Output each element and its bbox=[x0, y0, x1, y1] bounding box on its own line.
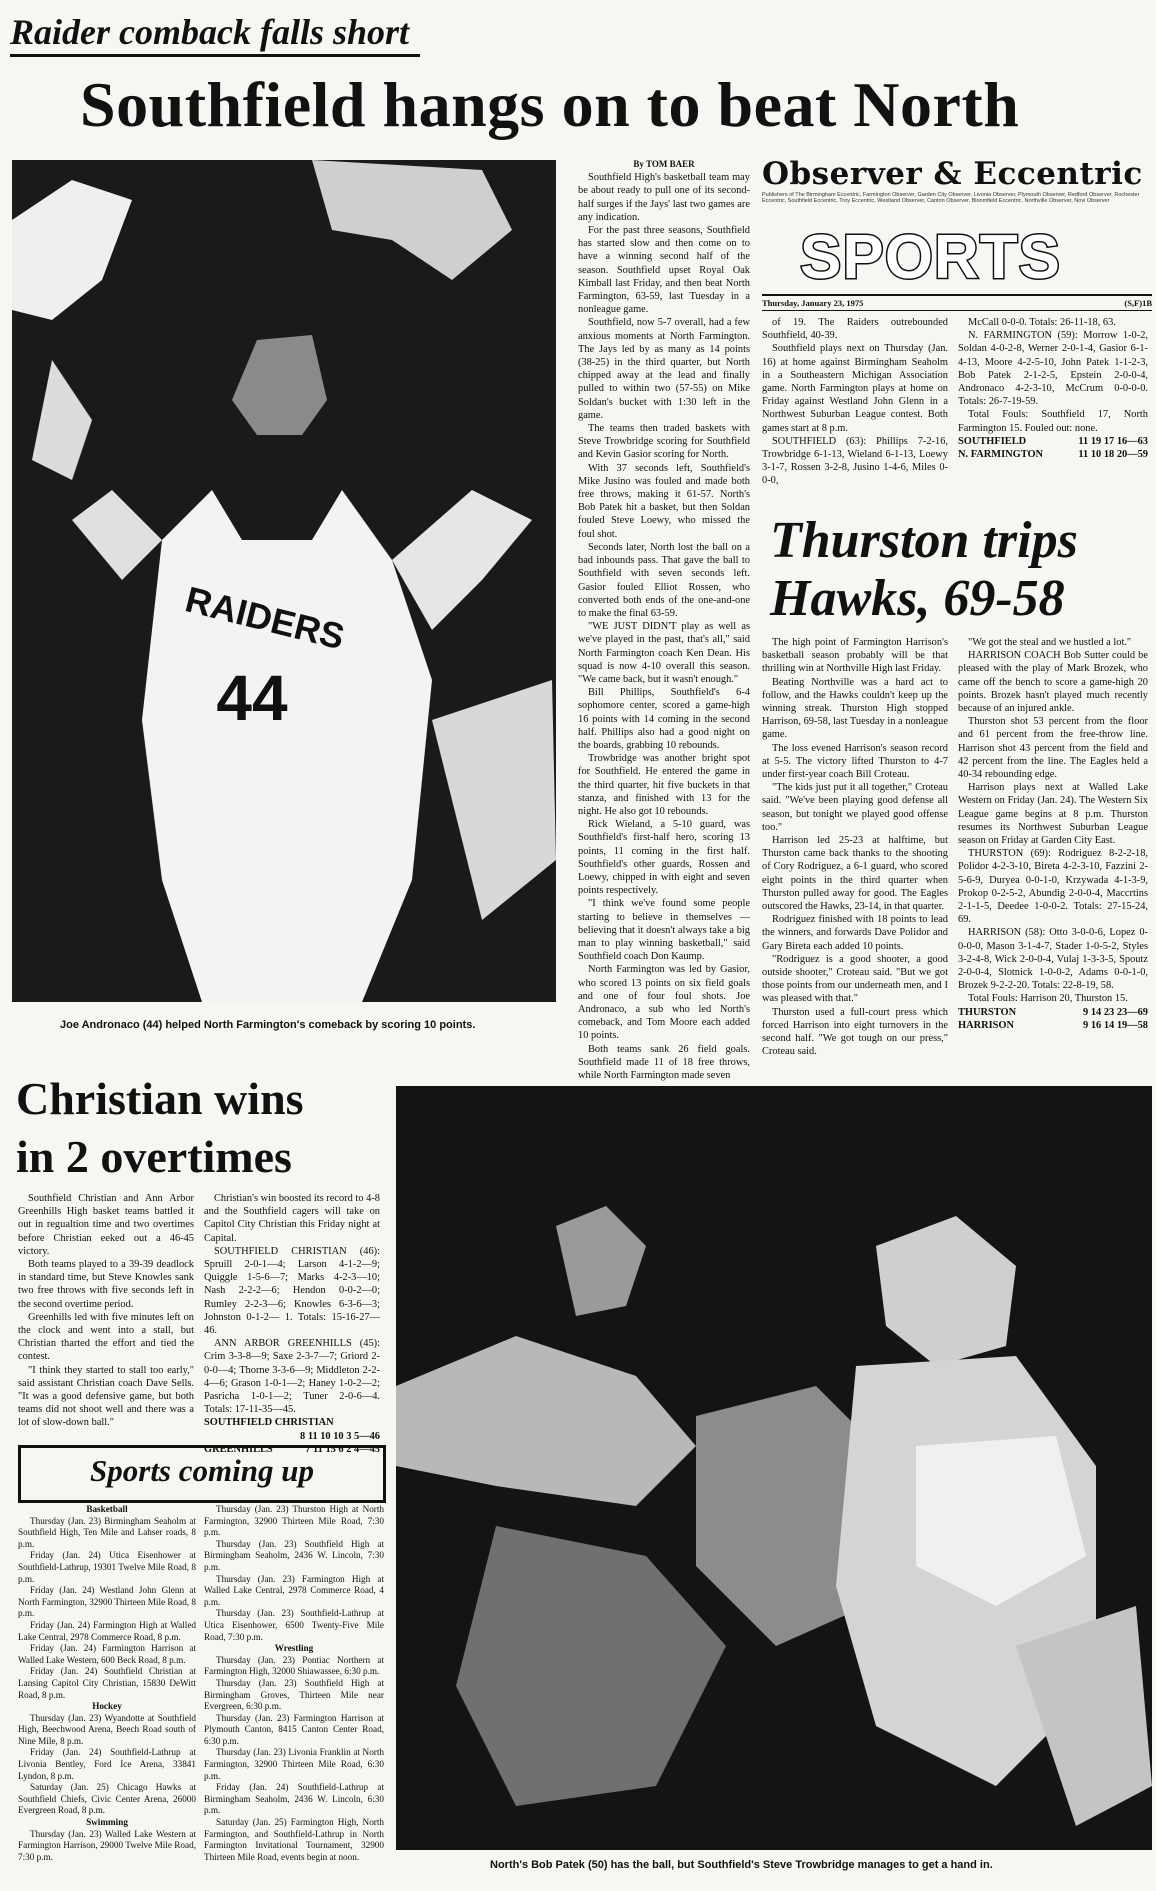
schedule-item: Thursday (Jan. 23) Birmingham Seaholm at Southfield High, Ten Mile and Lahser roads, 8 p.m. bbox=[18, 1515, 196, 1549]
dateline bbox=[762, 294, 1152, 311]
schedule-item: Thursday (Jan. 23) Farmington High at Walled Lake Central, 2978 Commerce Road, 4 p.m. bbox=[204, 1573, 384, 1607]
story1-paragraph: For the past three seasons, Southfield has started slow and then come on to have a winning second half of the season. Southfield upset Royal Oak Kimball last Friday, and then beat North Farmington, 63-59, last Tuesday in a nonleague game. bbox=[578, 225, 750, 316]
newspaper-masthead: Observer & Eccentric bbox=[762, 156, 1143, 192]
schedule-category: Hockey bbox=[92, 1701, 122, 1712]
linescore-team: HARRISON bbox=[958, 1019, 1015, 1031]
linescore-team: SOUTHFIELD bbox=[958, 435, 1027, 447]
story3-column-2 bbox=[204, 1192, 380, 1455]
story2-paragraph: Thurston used a full-court press which forced Harrison into eight turnovers in the second half. "We got tough on our press," Croteau said. bbox=[762, 1006, 948, 1058]
story2-paragraph: The high point of Farmington Harrison's basketball season probably will be that thrilling win at Northville High last Friday. bbox=[762, 637, 948, 675]
schedule-column-2 bbox=[204, 1504, 384, 1866]
story3-boxscore: SOUTHFIELD CHRISTIAN (46): Spruill 2-0-1—4; Larson 4-1-2—9; Quiggle 1-5-6—7; Marks 4-2-3—10; Nash 2-2-2—6; Hendon 0-0-2—0; Rumley 2-2-3—6; Knowles 6-3-6—3; Johnston 0-1-2— 1. Totals: 15-16-27—46. bbox=[204, 1245, 380, 1337]
story2-paragraph: Rodriguez finished with 18 points to lead the winners, and forwards Dave Polidor and Gary Bireta each added 10 points. bbox=[762, 914, 948, 952]
schedule-item: Thursday (Jan. 23) Wyandotte at Southfield High, Beechwood Arena, Beech Road south of Nine Mile, 8 p.m. bbox=[18, 1712, 196, 1746]
coming-up-title: Sports coming up bbox=[18, 1445, 386, 1503]
story2-paragraph: Harrison plays next at Walled Lake Western on Friday (Jan. 24). The Western Six League game begins at 8 p.m. Thurston resumes its Northwest Suburban League season on Friday at Garden City East. bbox=[958, 782, 1148, 847]
schedule-item: Thursday (Jan. 23) Southfield High at Birmingham Groves, Thirteen Mile near Evergreen, 6:30 p.m. bbox=[204, 1677, 384, 1712]
christian-headline-line-1: Christian wins bbox=[16, 1073, 304, 1124]
linescore-scores: 7 11 15 6 2 4—45 bbox=[305, 1443, 380, 1455]
story2-boxscore: HARRISON (58): Otto 3-0-0-6, Lopez 0-0-0-0, Mason 3-1-4-7, Stader 1-0-5-2, Styles 3-2-4-8, Wick 2-0-0-4, Vulaj 1-3-3-5, Spoutz 2-0-0-4, Slotnick 1-0-0-2, Adams 0-0-1-0, Brozek 9-2-2-20. Totals: 22-8-19, 58. bbox=[958, 927, 1148, 992]
story2-paragraph: The loss evened Harrison's season record at 5-5. The victory lifted Thurston to 4-7 under first-year coach Bill Croteau. bbox=[762, 742, 948, 781]
schedule-item: Friday (Jan. 24) Southfield Christian at Lansing Capitol City Christian, 15830 DeWitt Road, 8 p.m. bbox=[18, 1666, 196, 1700]
christian-headline-line-2: in 2 overtimes bbox=[16, 1131, 292, 1182]
main-photo-caption: Joe Andronaco (44) helped North Farmington's comeback by scoring 10 points. bbox=[60, 1019, 476, 1031]
schedule-item: Thursday (Jan. 23) Thurston High at North Farmington, 32900 Thirteen Mile Road, 7:30 p.m. bbox=[204, 1504, 384, 1538]
schedule-item: Friday (Jan. 24) Southfield-Lathrup at Livonia Bentley, Ford Ice Arena, 33841 Lyndon, 8 p.m. bbox=[18, 1747, 196, 1781]
linescore-team: GREENHILLS bbox=[204, 1443, 273, 1455]
story2-paragraph: "We got the steal and we hustled a lot." bbox=[968, 637, 1132, 648]
schedule-item: Friday (Jan. 24) Farmington High at Walled Lake Central, 2978 Commerce Road, 8 p.m. bbox=[18, 1619, 196, 1642]
masthead-fine-print: Publishers of The Birmingham Eccentric, Farmington Observer, Garden City Observer, Livonia Observer, Plymouth Observer, Redford Observer, Rochester Eccentric, Southfield Eccentric, Troy Eccentric, Westland Observer, Canton Observer, Bloomfield Eccentric, Northville Observer, Novi Observer bbox=[762, 192, 1140, 204]
story3-paragraph: Greenhills led with five minutes left on the clock and went into a stall, but Christian tharted the effort and tied the contest. bbox=[18, 1311, 194, 1363]
thurston-headline: Thurston trips Hawks, 69-58 bbox=[770, 512, 1078, 627]
story1-paragraph: Both teams sank 26 field goals. Southfield made 11 of 18 free throws, while North Farmington made seven bbox=[578, 1043, 750, 1082]
linescore-scores: 11 10 18 20—59 bbox=[1078, 449, 1148, 461]
story3-paragraph: Southfield Christian and Ann Arbor Greenhills High basket teams battled it out in regualtion time and two overtimes before Christian eeked out a 46-45 victory. bbox=[18, 1193, 194, 1257]
linescore-team: SOUTHFIELD CHRISTIAN bbox=[204, 1417, 334, 1429]
linescore-row bbox=[204, 1416, 380, 1429]
story2-paragraph: "The kids just put it all together," Croteau said. "We've been playing good defense all season, but tonight we played good offense too." bbox=[762, 782, 948, 833]
schedule-column-1 bbox=[18, 1504, 196, 1866]
linescore-scores: 11 19 17 16—63 bbox=[1078, 435, 1148, 447]
story1-paragraph: "I think we've found some people starting to believe in themselves — believing that it doesn't always take a big man to play winning basketball," said Southfield coach Don Kaump. bbox=[578, 898, 750, 963]
schedule-item: Saturday (Jan. 25) Farmington High, North Farmington, and Southfield-Lathrup in North Farmington Invitational Tournament, 32900 Thirteen Mile Road, events begin at noon. bbox=[204, 1817, 384, 1862]
story2-boxscore: Total Fouls: Harrison 20, Thurston 15. bbox=[968, 993, 1128, 1005]
story1-paragraph: Southfield, now 5-7 overall, had a few anxious moments at North Farmington. The Jays led by as many as 14 points (38-25) in the third quarter, but North chipped away at the lead and finally pulled to within two (57-55) on Mike Soldan's bucket with 1:30 left in the game. bbox=[578, 317, 750, 421]
issue-date: Thursday, January 23, 1975 bbox=[762, 298, 864, 308]
story3-paragraph: "I think they started to stall too early," said assistant Christian coach Dave Sells. "It was a good defensive game, but both teams did not shoot well and there was a lot of slow-down ball." bbox=[18, 1364, 194, 1429]
page-number: (S,F)1B bbox=[1124, 298, 1152, 308]
linescore-team: THURSTON bbox=[958, 1006, 1017, 1018]
schedule-item: Friday (Jan. 24) Farmington Harrison at Walled Lake Western, 600 Beck Road, 8 p.m. bbox=[18, 1643, 196, 1665]
linescore-team: N. FARMINGTON bbox=[958, 449, 1044, 461]
story3-boxscore: ANN ARBOR GREENHILLS (45): Crim 3-3-8—9; Saxe 2-3-7—7; Griord 2-0-0—4; Thorne 3-3-6—9; Middleton 2-2-4—6; Grason 1-0-1—2; Haney 1-0-2—2; Pasricha 1-0-1—2; Tuner 2-0-6—4. Totals: 17-11-35—45. bbox=[204, 1338, 380, 1416]
story2-boxscore: THURSTON (69): Rodriguez 8-2-2-18, Polidor 4-2-3-10, Bireta 4-2-3-10, Fazzini 2-5-6-9, Duryea 0-0-1-0, Krzywada 4-1-3-9, Prokop 0-2-5-2, Abundig 2-0-0-4, Maccrtins 2-1-1-5, Deedee 1-0-0-2. Totals: 27-15-24, 69. bbox=[958, 848, 1148, 926]
story2-paragraph: Beating Northville was a hard act to follow, and the Hawks couldn't keep up the winning streak. Thurston High stopped Harrison, 69-58, last Tuesday in a nonleague game. bbox=[762, 676, 948, 741]
jersey-number: 44 bbox=[216, 662, 288, 734]
schedule-category: Swimming bbox=[86, 1817, 128, 1828]
story2-column-2 bbox=[958, 636, 1148, 1072]
schedule-item: Friday (Jan. 24) Utica Eisenhower at Southfield-Lathrup, 19301 Twelve Mile Road, 8 p.m. bbox=[18, 1550, 196, 1584]
bottom-photo-caption: North's Bob Patek (50) has the ball, but Southfield's Steve Trowbridge manages to get a hand in. bbox=[490, 1859, 993, 1871]
story1-column-2 bbox=[762, 316, 948, 500]
schedule-item: Thursday (Jan. 23) Livonia Franklin at North Farmington, 32900 Thirteen Mile Road, 6:30 p.m. bbox=[204, 1747, 384, 1781]
schedule-item: Thursday (Jan. 23) Pontiac Northern at Farmington High, 32000 Shiawassee, 6:30 p.m. bbox=[204, 1654, 384, 1677]
linescore-scores: 8 11 10 10 3 5—46 bbox=[300, 1430, 380, 1442]
schedule-item: Thursday (Jan. 23) Southfield High at Birmingham Seaholm, 2436 W. Lincoln, 7:30 p.m. bbox=[204, 1538, 384, 1572]
main-photo bbox=[12, 160, 556, 1002]
story1-paragraph: Southfield High's basketball team may be about ready to pull one of its second-half surges if the Jays' last two games are any indication. bbox=[578, 172, 750, 223]
story1-paragraph: With 37 seconds left, Southfield's Mike Jusino was fouled and made both free throws, making it 61-57. North's Bob Patek hit a basket, but then Soldan fouled Steve Loewy, who missed the foul shot. bbox=[578, 462, 750, 540]
story3-paragraph: Christian's win boosted its record to 4-8 and the Southfield cagers will take on Capitol City Christian this Friday night at Capital. bbox=[204, 1193, 380, 1244]
story2-paragraph: HARRISON COACH Bob Sutter could be pleased with the play of Mark Brozek, who came off the bench to score a game-high 20 points. Brozek hasn't played much recently because of an injured ankle. bbox=[958, 650, 1148, 715]
bottom-photo bbox=[396, 1086, 1152, 1850]
schedule-category: Wrestling bbox=[274, 1643, 314, 1654]
kicker-headline: Raider comback falls short bbox=[10, 10, 420, 57]
story2-paragraph: Harrison led 25-23 at halftime, but Thurston came back thanks to the shooting of Cory Rodriguez, a 6-1 guard, who scored eight points in the third quarter when Thurston pulled away for good. The Eagles outscored the Hawks, 23-14, in that quarter. bbox=[762, 835, 948, 913]
linescore-row bbox=[958, 1006, 1148, 1019]
linescore-row bbox=[204, 1430, 380, 1443]
schedule-item: Friday (Jan. 24) Westland John Glenn at North Farmington, 32900 Thirteen Mile Road, 8 p.m. bbox=[18, 1585, 196, 1619]
story1-paragraph: Rick Wieland, a 5-10 guard, was Southfield's first-half hero, scoring 13 points, 11 coming in the first half. Southfield's other guards, Rossen and Loewy, chipped in with eight and seven points respectively. bbox=[578, 819, 750, 897]
linescore-row bbox=[958, 448, 1148, 461]
byline: By TOM BAER bbox=[633, 159, 695, 169]
story1-paragraph: Bill Phillips, Southfield's 6-4 sophomore center, scored a game-high 16 points with 14 coming in the second half. Phillips also had a good night on the boards, grabbing 10 rebounds. bbox=[578, 687, 750, 751]
linescore-row bbox=[958, 1019, 1148, 1032]
story1-boxscore: Total Fouls: Southfield 17, North Farmington 15. Fouled out: none. bbox=[958, 409, 1148, 434]
schedule-item: Thursday (Jan. 23) Farmington Harrison at Plymouth Canton, 8415 Canton Center Road, 6:30 p.m. bbox=[204, 1712, 384, 1746]
story2-column-1 bbox=[762, 636, 948, 1072]
schedule-item: Saturday (Jan. 25) Chicago Hawks at Southfield Chiefs, Civic Center Arena, 26000 Evergreen Road, 8 p.m. bbox=[18, 1782, 196, 1816]
story1-boxscore: SOUTHFIELD (63): Phillips 7-2-16, Trowbridge 6-1-13, Wieland 6-1-13, Loewy 3-1-7, Rossen 3-2-8, Jusino 1-4-6, Miles 0-0-0, bbox=[762, 435, 948, 487]
story1-paragraph: Seconds later, North lost the ball on a bad inbounds pass. That gave the ball to Southfield with seven seconds left. Gasior fouled Elliot Rossen, who converted both ends of the one-and-one to make the final 63-59. bbox=[578, 541, 750, 619]
section-title: SPORTS bbox=[800, 223, 1061, 292]
story1-boxscore: N. FARMINGTON (59): Morrow 1-0-2, Soldan 4-0-2-8, Werner 2-0-1-4, Gasior 6-1-4-13, Moore 4-2-5-10, John Patek 1-1-2-3, Bob Patek 2-1-2-5, Epstein 2-0-0-4, Andronaco 4-2-3-10, McCrum 0-0-0-0. Totals: 26-7-19-59. bbox=[958, 330, 1148, 408]
linescore-row bbox=[958, 435, 1148, 448]
schedule-item: Friday (Jan. 24) Southfield-Lathrup at Birmingham Seaholm, 2436 W. Lincoln, 6:30 p.m. bbox=[204, 1782, 384, 1816]
jersey-text: RAIDERS bbox=[181, 578, 349, 658]
story1-paragraph: "WE JUST DIDN'T play as well as we've played in the past, that's all," said North Farmington coach Ken Dean. His squad is now 4-10 overall this season. "We came back, but it wasn't enough." bbox=[578, 621, 750, 685]
story1-column-3 bbox=[958, 316, 1148, 500]
story1-boxscore: McCall 0-0-0. Totals: 26-11-18, 63. bbox=[968, 317, 1116, 328]
story1-column-1 bbox=[578, 158, 750, 1082]
story1-paragraph: of 19. The Raiders outrebounded Southfield, 40-39. bbox=[762, 317, 948, 342]
story3-column-1 bbox=[18, 1192, 194, 1436]
story2-paragraph: Thurston shot 53 percent from the floor and 61 percent from the free-throw line. Harrison shot 43 percent from the field and 42 percent from the line. The Eagles held a 40-34 rebounding edge. bbox=[958, 716, 1148, 781]
story2-paragraph: "Rodriguez is a good shooter, a good outside shooter," Croteau said. "But we got those points from our underneath men, and I was pleased with that." bbox=[762, 953, 948, 1005]
linescore-scores: 9 16 14 19—58 bbox=[1083, 1019, 1148, 1031]
christian-headline bbox=[16, 1070, 376, 1188]
story1-paragraph: The teams then traded baskets with Steve Trowbridge scoring for Southfield and Kevin Gasior scoring for North. bbox=[578, 423, 750, 461]
story1-paragraph: Trowbridge was another bright spot for Southfield. He entered the game in the third quarter, hit five buckets in that stanza, and finished with 13 for the night. He also got 10 rebounds. bbox=[578, 753, 750, 817]
story3-paragraph: Both teams played to a 39-39 deadlock in standard time, but Steve Knowles sank two free throws with five seconds left in the second overtime period. bbox=[18, 1259, 194, 1310]
schedule-category: Basketball bbox=[86, 1504, 128, 1514]
linescore-scores: 9 14 23 23—69 bbox=[1083, 1006, 1148, 1018]
story1-paragraph: Southfield plays next on Thursday (Jan. 16) at home against Birmingham Seaholm in a Southeastern Michigan Association game. North Farmington plays at home on Friday against Westland John Glenn in a Northwest Suburban League contest. Both games start at 8 p.m. bbox=[762, 343, 948, 434]
story1-paragraph: North Farmington was led by Gasior, who scored 13 points on six field goals and one of four foul shots. Joe Andronaco, a sub who led North's comeback, and Tom Moore each added 10 points. bbox=[578, 964, 750, 1042]
schedule-item: Thursday (Jan. 23) Southfield-Lathrup at Utica Eisenhower, 6500 Twenty-Five Mile Road, 7:30 p.m. bbox=[204, 1608, 384, 1642]
schedule-item: Thursday (Jan. 23) Walled Lake Western at Farmington Harrison, 29000 Twelve Mile Road, 7:30 p.m. bbox=[18, 1828, 196, 1862]
main-headline: Southfield hangs on to beat North bbox=[80, 69, 1020, 140]
